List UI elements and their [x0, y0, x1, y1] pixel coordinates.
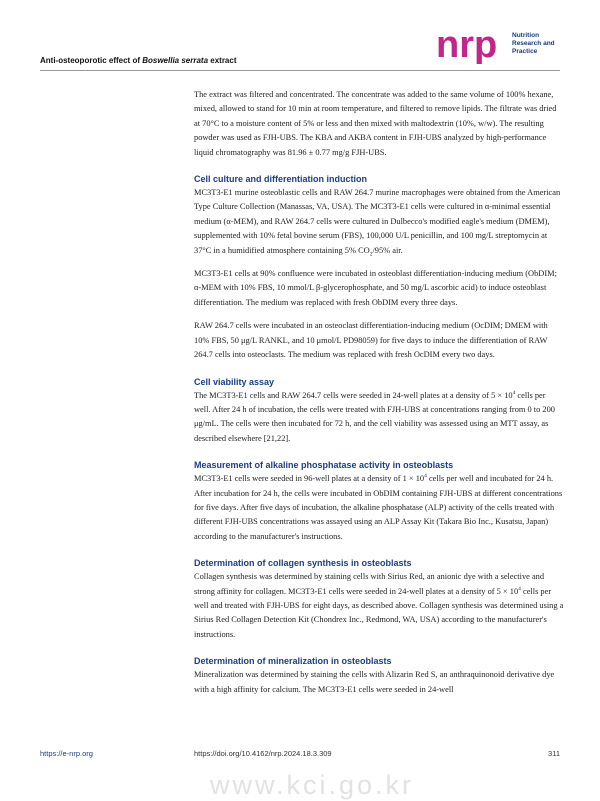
section-heading: Determination of collagen synthesis in osteoblasts [194, 558, 412, 569]
running-title [40, 56, 237, 65]
section-heading: Measurement of alkaline phosphatase activity in osteoblasts [194, 460, 454, 471]
journal-name-line: Research and [512, 40, 555, 47]
paragraph: MC3T3-E1 cells were seeded in 96-well plates at a density of $1 \times 10^4$ cells per well and incubated for 24 h. After incubation for 24 h, the cells were incubated in ObDIM containing FJH-UBS at different concentrations for five days. After five days of incubation, the alkaline phosphatase (ALP) activity of the cells treated with different FJH-UBS concentrations was assayed using an ALP Assay Kit (Takara Bio Inc., Kusatsu, Japan) according to the manufacturer's instructions. [194, 473, 563, 541]
article-body [194, 88, 564, 697]
running-title-species: Boswellia serrata [142, 56, 209, 65]
journal-logo [436, 30, 508, 64]
section-heading: Cell viability assay [194, 376, 275, 387]
journal-name [512, 32, 555, 56]
running-title-prefix: Anti-osteoporotic effect of [40, 56, 143, 65]
journal-url-link[interactable]: https://e-nrp.org [40, 749, 93, 758]
paragraph: RAW 264.7 cells were incubated in an osteoclast differentiation-inducing medium (OcDIM; DMEM with 10% FBS, 50 μg/L RANKL, and 10 μmol/L PD98059) for five days to induce the differentiation of RAW 264.7 cells into osteoclasts. The medium was replaced with fresh OcDIM every two days. [194, 321, 548, 360]
logo-mark: nrp [436, 30, 498, 64]
running-title-suffix: extract [208, 56, 237, 65]
section-heading: Cell culture and differentiation induction [194, 174, 368, 185]
journal-name-line: Nutrition [512, 32, 540, 39]
paragraph: The MC3T3-E1 cells and RAW 264.7 cells were seeded in 24-well plates at a density of $5 \times 10^4$ cells per well. After 24 h of incubation, the cells were treated with FJH-UBS at concentrations ranging from 0 to 200 μg/mL. The cells were then incubated for 72 h, and the cell viability was assessed using an MTT assay, as described elsewhere [21,22]. [194, 389, 555, 443]
paragraph: Collagen synthesis was determined by staining cells with Sirius Red, an anionic dye with a selective and strong affinity for collagen. MC3T3-E1 cells were seeded in 24-well plates at a density of $5 \times 10^4$ cells per well and treated with FJH-UBS for eight days, as described above. Collagen synthesis was determined using a Sirius Red Collagen Detection Kit (Chondrex Inc., Redmond, WA, USA) according to the manufacturer's instructions. [194, 572, 564, 639]
paragraph: MC3T3-E1 cells at 90% confluence were incubated in osteoblast differentiation-inducing medium (ObDIM; α-MEM with 10% FBS, 10 mmol/L β-glycerophosphate, and 50 mg/L ascorbic acid) to induce osteoblast differentiation. The medium was replaced with fresh ObDIM every three days. [194, 269, 557, 307]
paragraph: Mineralization was determined by staining the cells with Alizarin Red S, an anthraquinonoid derivative dye with a high affinity for calcium. The MC3T3-E1 cells were seeded in 24-well [194, 670, 555, 694]
header-rule [40, 70, 560, 71]
section-heading: Determination of mineralization in osteoblasts [194, 656, 392, 667]
journal-name-line: Practice [512, 48, 538, 55]
watermark: www.kci.go.kr [210, 770, 415, 800]
doi-link[interactable]: https://doi.org/10.4162/nrp.2024.18.3.309 [194, 749, 332, 758]
page-number: 311 [548, 749, 560, 758]
paragraph: MC3T3-E1 murine osteoblastic cells and RAW 264.7 murine macrophages were obtained from the American Type Culture Collection (Manassas, VA, USA). The MC3T3-E1 cells were cultured in α-minimal essential medium (α-MEM), and RAW 264.7 cells were cultured in Dulbecco's modified eagle's medium (DMEM), supplemented with 10% fetal bovine serum (FBS), 100,000 U/L penicillin, and 100 mg/L streptomycin at 37°C in a humidified atmosphere containing 5% $CO_2/95\%$ air. [194, 188, 561, 258]
paragraph: The extract was filtered and concentrated. The concentrate was added to the same volume of 100% hexane, mixed, allowed to stand for 10 min at room temperature, and filtered to remove lipids. The filtrate was dried at 70°C to a moisture content of 5% or less and then mixed with maltodextrin (10%, w/w). The resulting powder was used as FJH-UBS. The KBA and AKBA content in FJH-UBS analyzed by high-performance liquid chromatography was 81.96 ± 0.77 mg/g FJH-UBS. [194, 90, 557, 157]
